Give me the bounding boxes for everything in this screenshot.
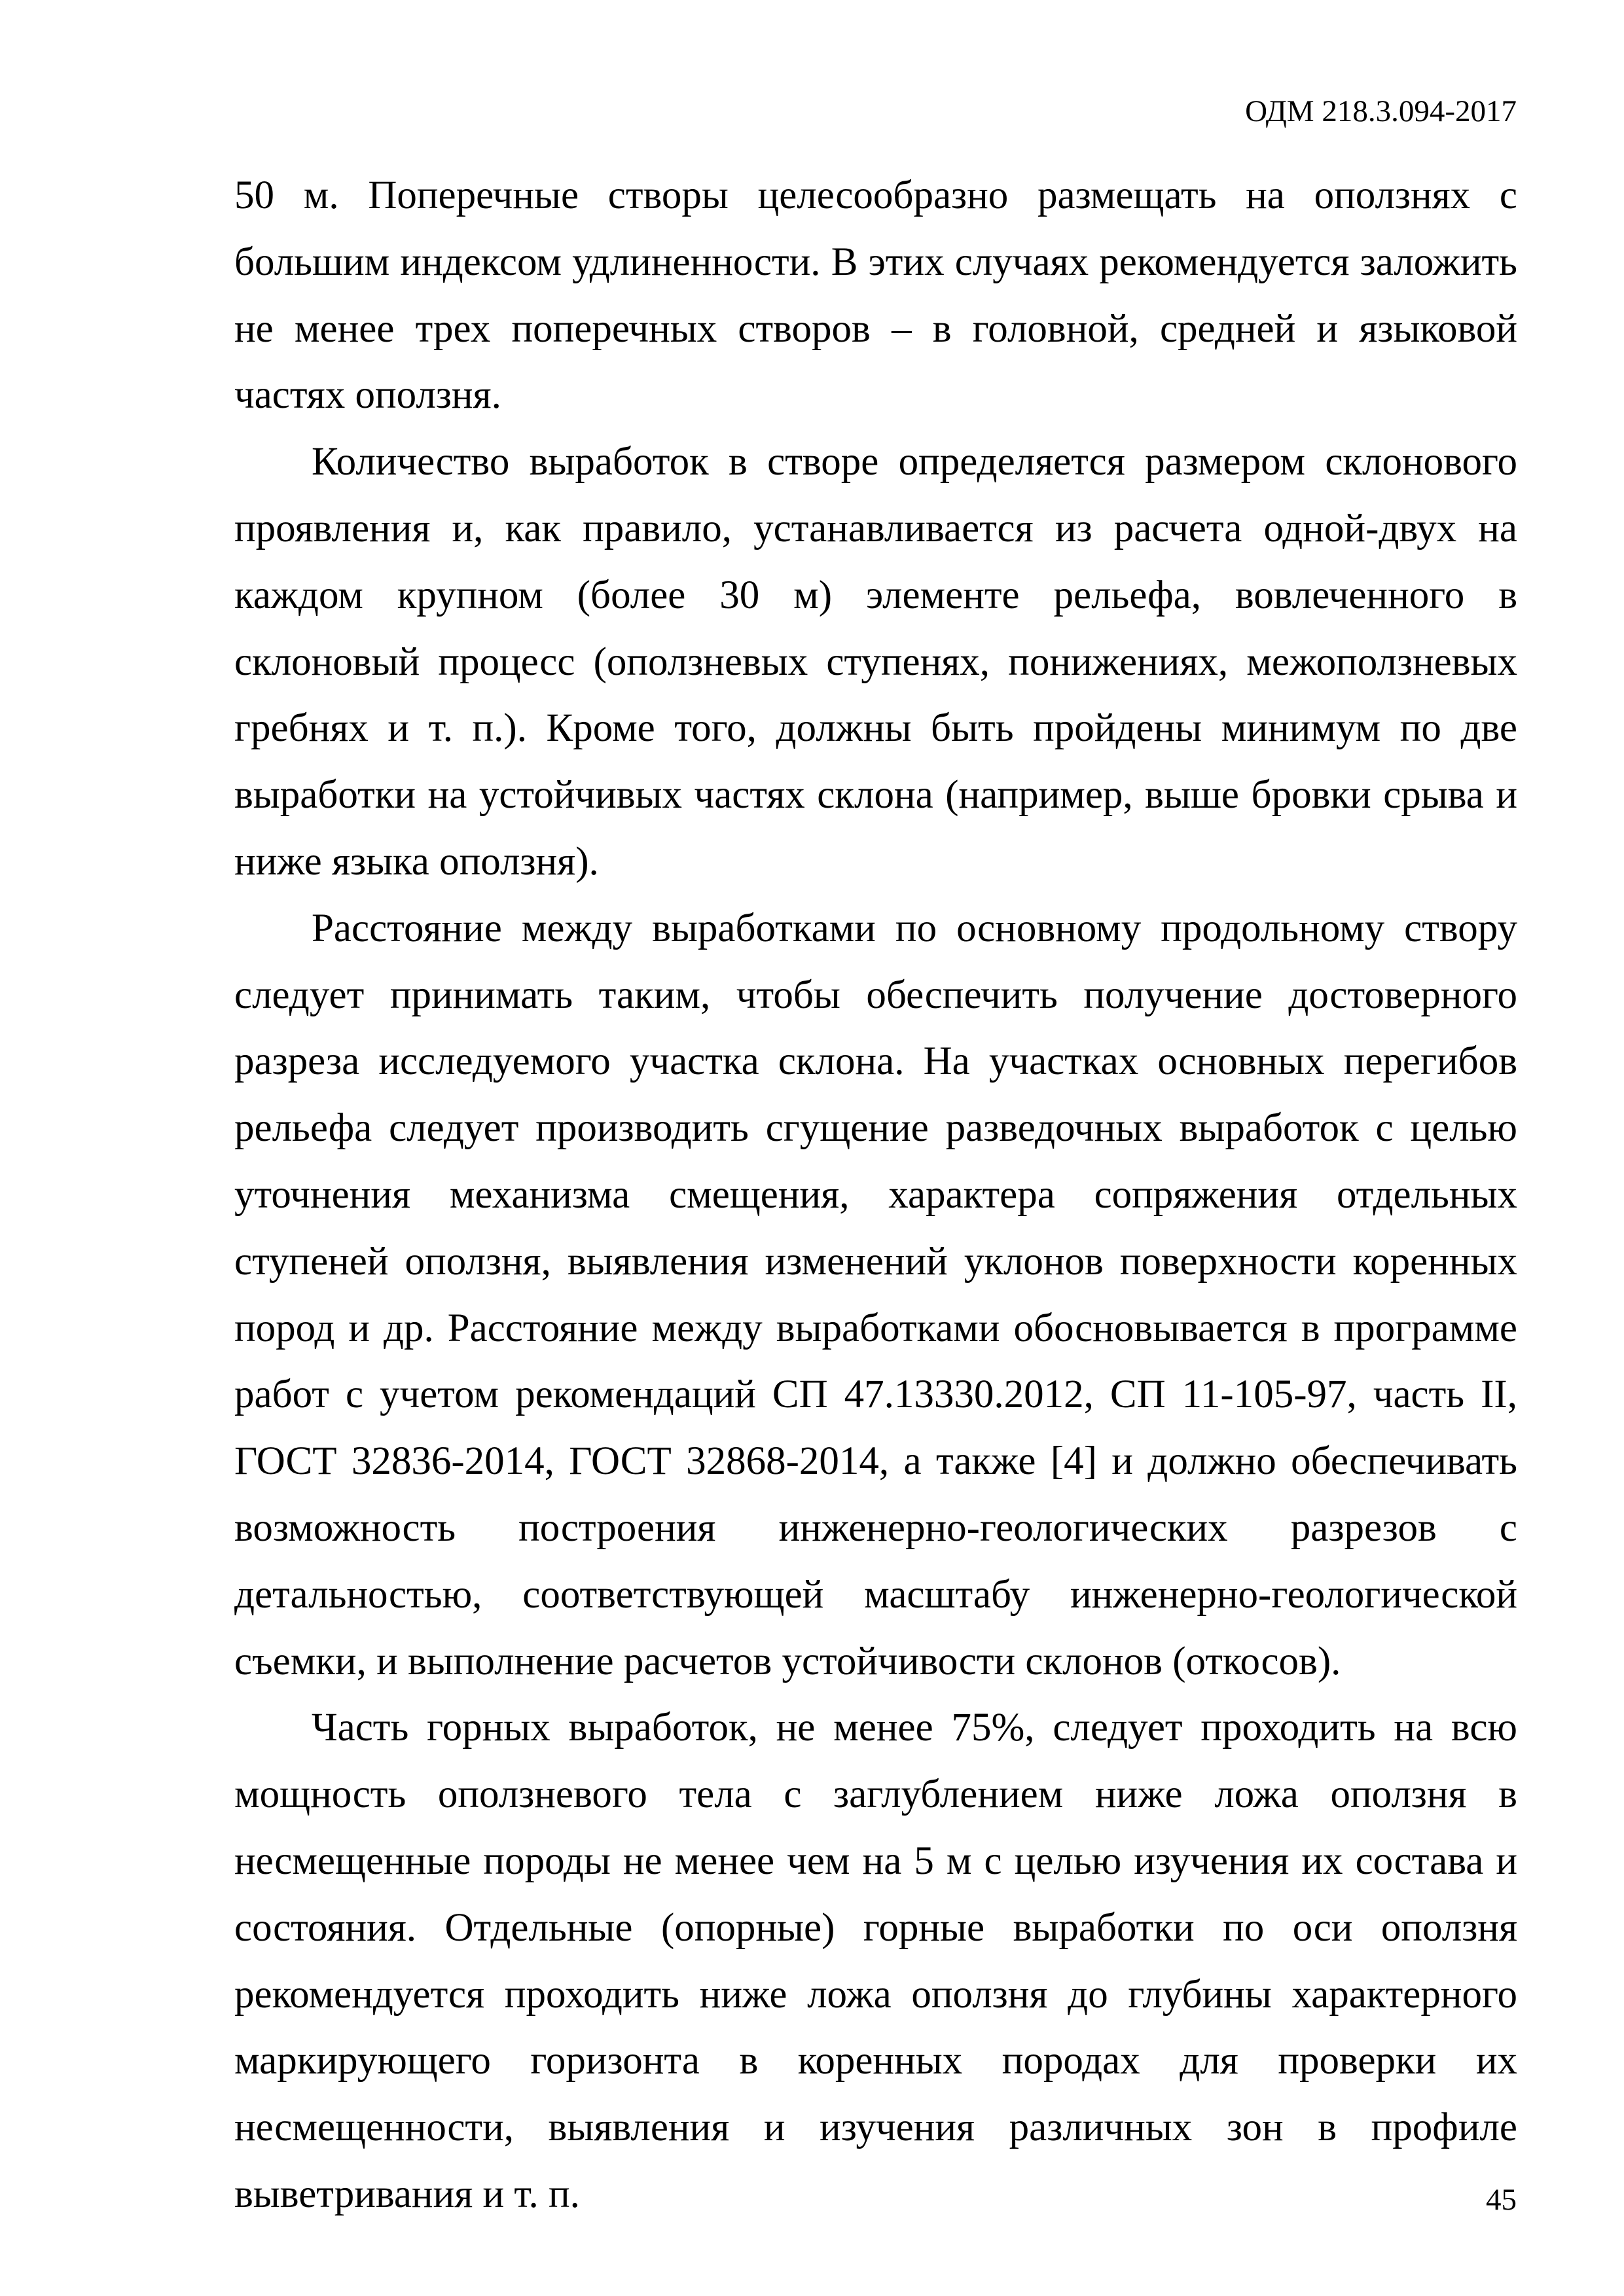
document-body [234,162,1517,2228]
paragraph-distance-between-workings: Расстояние между выработками по основному продольному створу следует принимать таким, чтобы обеспечить получение достоверного разреза исследуемого участка склона. На участках основных перегибов рельефа следует производить сгущение разведочных выработок с целью уточнения механизма смещения, характера сопряжения отдельных ступеней оползня, выявления изменений уклонов поверхности коренных пород и др. Расстояние между выработками обосновывается в программе работ с учетом рекомендаций СП 47.13330.2012, СП 11-105-97, часть II, ГОСТ 32836-2014, ГОСТ 32868-2014, а также [4] и должно обеспечивать возможность построения инженерно-геологических разрезов с детальностью, соответствующей масштабу инженерно-геологической съемки, и выполнение расчетов устойчивости склонов (откосов). [234,906,1517,1683]
paragraph-number-of-workings: Количество выработок в створе определяется размером склонового проявления и, как правило, устанавливается из расчета одной-двух на каждом крупном (более 30 м) элементе рельефа, вовлеченного в склоновый процесс (оползневых ступенях, понижениях, межоползневых гребнях и т. п.). Кроме того, должны быть пройдены минимум по две выработки на устойчивых частях склона (например, выше бровки срыва и ниже языка оползня). [234,440,1517,884]
document-code-header: ОДМ 218.3.094-2017 [1245,94,1517,128]
paragraph-continuation: 50 м. Поперечные створы целесообразно размещать на оползнях с большим индексом удлиненности. В этих случаях рекомендуется заложить не менее трех поперечных створов – в головной, средней и языковой частях оползня. [234,173,1517,418]
page-number: 45 [1486,2183,1517,2217]
paragraph-mining-workings: Часть горных выработок, не менее 75%, следует проходить на всю мощность оползневого тела с заглублением ниже ложа оползня в несмещенные породы не менее чем на 5 м с целью изучения их состава и состояния. Отдельные (опорные) горные выработки по оси оползня рекомендуется проходить ниже ложа оползня до глубины характерного маркирующего горизонта в коренных породах для проверки их несмещенности, выявления и изучения различных зон в профиле выветривания и т. п. [234,1706,1517,2216]
